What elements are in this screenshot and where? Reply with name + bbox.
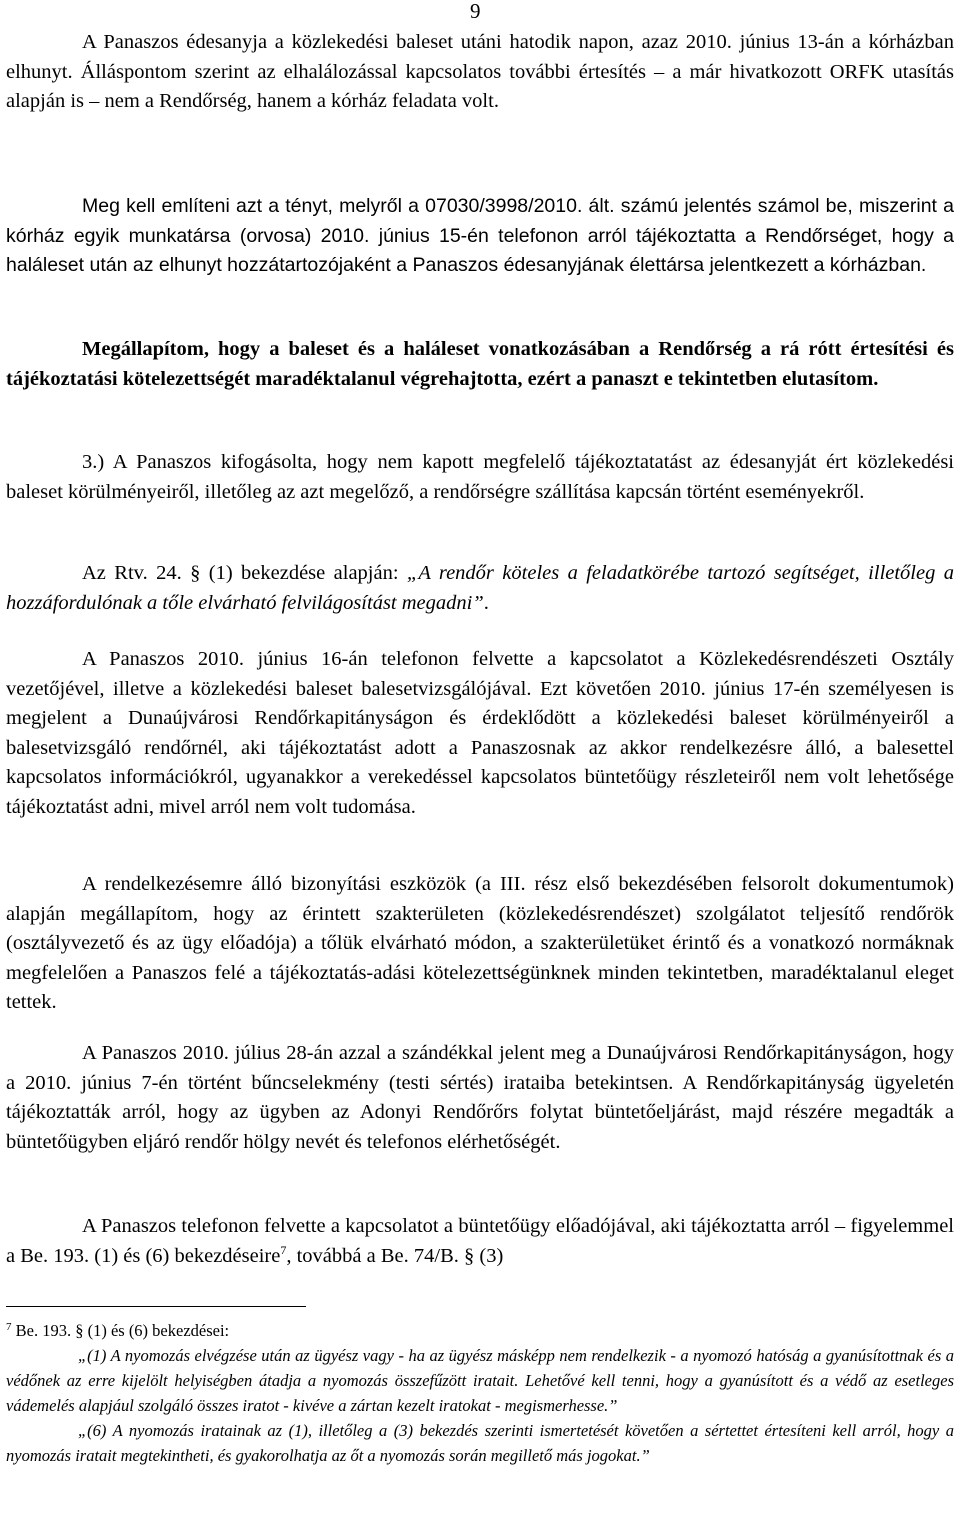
footnote-quote-1: „(1) A nyomozás elvégzése után az ügyész vagy - ha az ügyész másképp nem rendelkezik - a nyomozó hatóság a gyanúsítottnak és a védőnek az erre kijelölt helyiségben átadja a nyomozás összefűzött iratait. Lehetővé kell tenni, hogy a gyanúsított és a védő az esetleges vádemelés alapjául szolgáló összes iratot - kivéve a zártan kezelt iratokat - megismerhesse.” — [6, 1346, 954, 1415]
paragraph-evidence — [6, 870, 954, 1018]
footnote — [6, 1318, 954, 1468]
paragraph-death-notification — [6, 28, 954, 117]
footnote-heading-text: Be. 193. § (1) és (6) bekezdései: — [11, 1321, 230, 1340]
paragraph-rtv-quote — [6, 559, 954, 618]
paragraph-text: 3.) A Panaszos kifogásolta, hogy nem kapott megfelelő tájékoztatatást az édesanyját ért közlekedési baleset körülményeiről, illetőleg az azt megelőző, a rendőrségre szállítása kapcsán történt eseményekről. — [6, 451, 954, 503]
paragraph-finding — [6, 335, 954, 394]
paragraph-text: Megállapítom, hogy a baleset és a haláleset vonatkozásában a Rendőrség a rá rótt értesítési és tájékoztatási kötelezettségét maradéktalanul végrehajtotta, ezért a panaszt e tekintetben elutasítom. — [6, 338, 954, 390]
statute-quote: „A rendőr köteles a feladatkörébe tartozó segítséget, illetőleg a hozzáfordulónak a tőle elvárható felvilágosítást megadni” — [6, 562, 954, 614]
paragraph-hospital-report — [6, 192, 954, 281]
paragraph-text: A rendelkezésemre álló bizonyítási eszközök (a III. rész első bekezdésében felsorolt dokumentumok) alapján megállapítom, hogy az érintett szakterületen (közlekedésrendészet) szolgálatot teljesítő rendőrök (osztályvezető és az ügy előadója) a tőlük elvárható módon, a szakterületüket érintő és a vonatkozó normáknak megfelelően a Panaszos felé a tájékoztatás-adási kötelezettségünknek minden tekintetben, maradéktalanul eleget tettek. — [6, 873, 954, 1013]
quote-end: . — [483, 591, 489, 614]
paragraph-text: A Panaszos 2010. június 16-án telefonon felvette a kapcsolatot a Közlekedésrendészeti Osztály vezetőjével, illetve a közlekedési baleset balesetvizsgálójával. Ezt követően 2010. június 17-én személyesen is megjelent a Dunaújvárosi Rendőrkapitányságon és érdeklődött a közlekedési baleset körülményeiről a balesetvizsgáló rendőrnél, aki tájékoztatást adott a Panaszosnak az akkor rendelkezésre álló, a balesettel kapcsolatos információkról, ugyanakkor a verekedéssel kapcsolatos büntetőügy részleteiről nem volt lehetősége tájékoztatást adni, mivel arról nem volt tudomása. — [6, 648, 954, 818]
paragraph-visit — [6, 1039, 954, 1157]
quote-intro: Az Rtv. 24. § (1) bekezdése alapján: — [82, 562, 407, 584]
footnote-reference: 7 — [280, 1242, 287, 1257]
paragraph-text — [6, 1212, 954, 1271]
paragraph-prosecutor-contact — [6, 1212, 954, 1271]
text-run: , továbbá a Be. 74/B. § (3) — [286, 1244, 504, 1267]
footnote-number: 7 — [6, 1321, 12, 1333]
paragraph-text: Meg kell említeni azt a tényt, melyről a 07030/3998/2010. ált. számú jelentés számol be, miszerint a kórház egyik munkatársa (orvosa) 2010. június 15-én telefonon arról tájékoztatta a Rendőrséget, hogy a haláleset után az elhunyt hozzátartozójaként a Panaszos édesanyjának élettársa jelentkezett a kórházban. — [6, 195, 954, 276]
footnote-heading — [6, 1318, 954, 1343]
footnote-separator — [6, 1306, 306, 1307]
footnote-quote-2: „(6) A nyomozás iratainak az (1), illetőleg a (3) bekezdés szerinti ismertetését követően a sértettet értesíteni kell arról, hogy a nyomozás iratait megtekintheti, és gyakorolhatja az őt a nyomozás során megillető más jogokat.” — [6, 1421, 954, 1465]
paragraph-complaint-3 — [6, 448, 954, 507]
paragraph-text: A Panaszos 2010. július 28-án azzal a szándékkal jelent meg a Dunaújvárosi Rendőrkapitányságon, hogy a 2010. június 7-én történt bűncselekmény (testi sértés) irataiba betekintsen. A Rendőrkapitányság ügyeletén tájékoztatták arról, hogy az ügyben az Adonyi Rendőrőrs folytat büntetőeljárást, majd részére megadták a büntetőügyben eljáró rendőr hölgy nevét és telefonos elérhetőségét. — [6, 1042, 954, 1153]
paragraph-text — [6, 559, 954, 618]
page-number: 9 — [470, 0, 481, 23]
paragraph-text: A Panaszos édesanyja a közlekedési baleset utáni hatodik napon, azaz 2010. június 13-án a kórházban elhunyt. Álláspontom szerint az elhalálozással kapcsolatos további értesítés – a már hivatkozott ORFK utasítás alapján is – nem a Rendőrség, hanem a kórház feladata volt. — [6, 31, 954, 112]
paragraph-phone-contact — [6, 645, 954, 822]
text-run: A Panaszos telefonon felvette a kapcsolatot a büntetőügy előadójával, aki tájékoztatta arról – figyelemmel a Be. 193. (1) és (6) bekezdéseire — [6, 1215, 954, 1267]
